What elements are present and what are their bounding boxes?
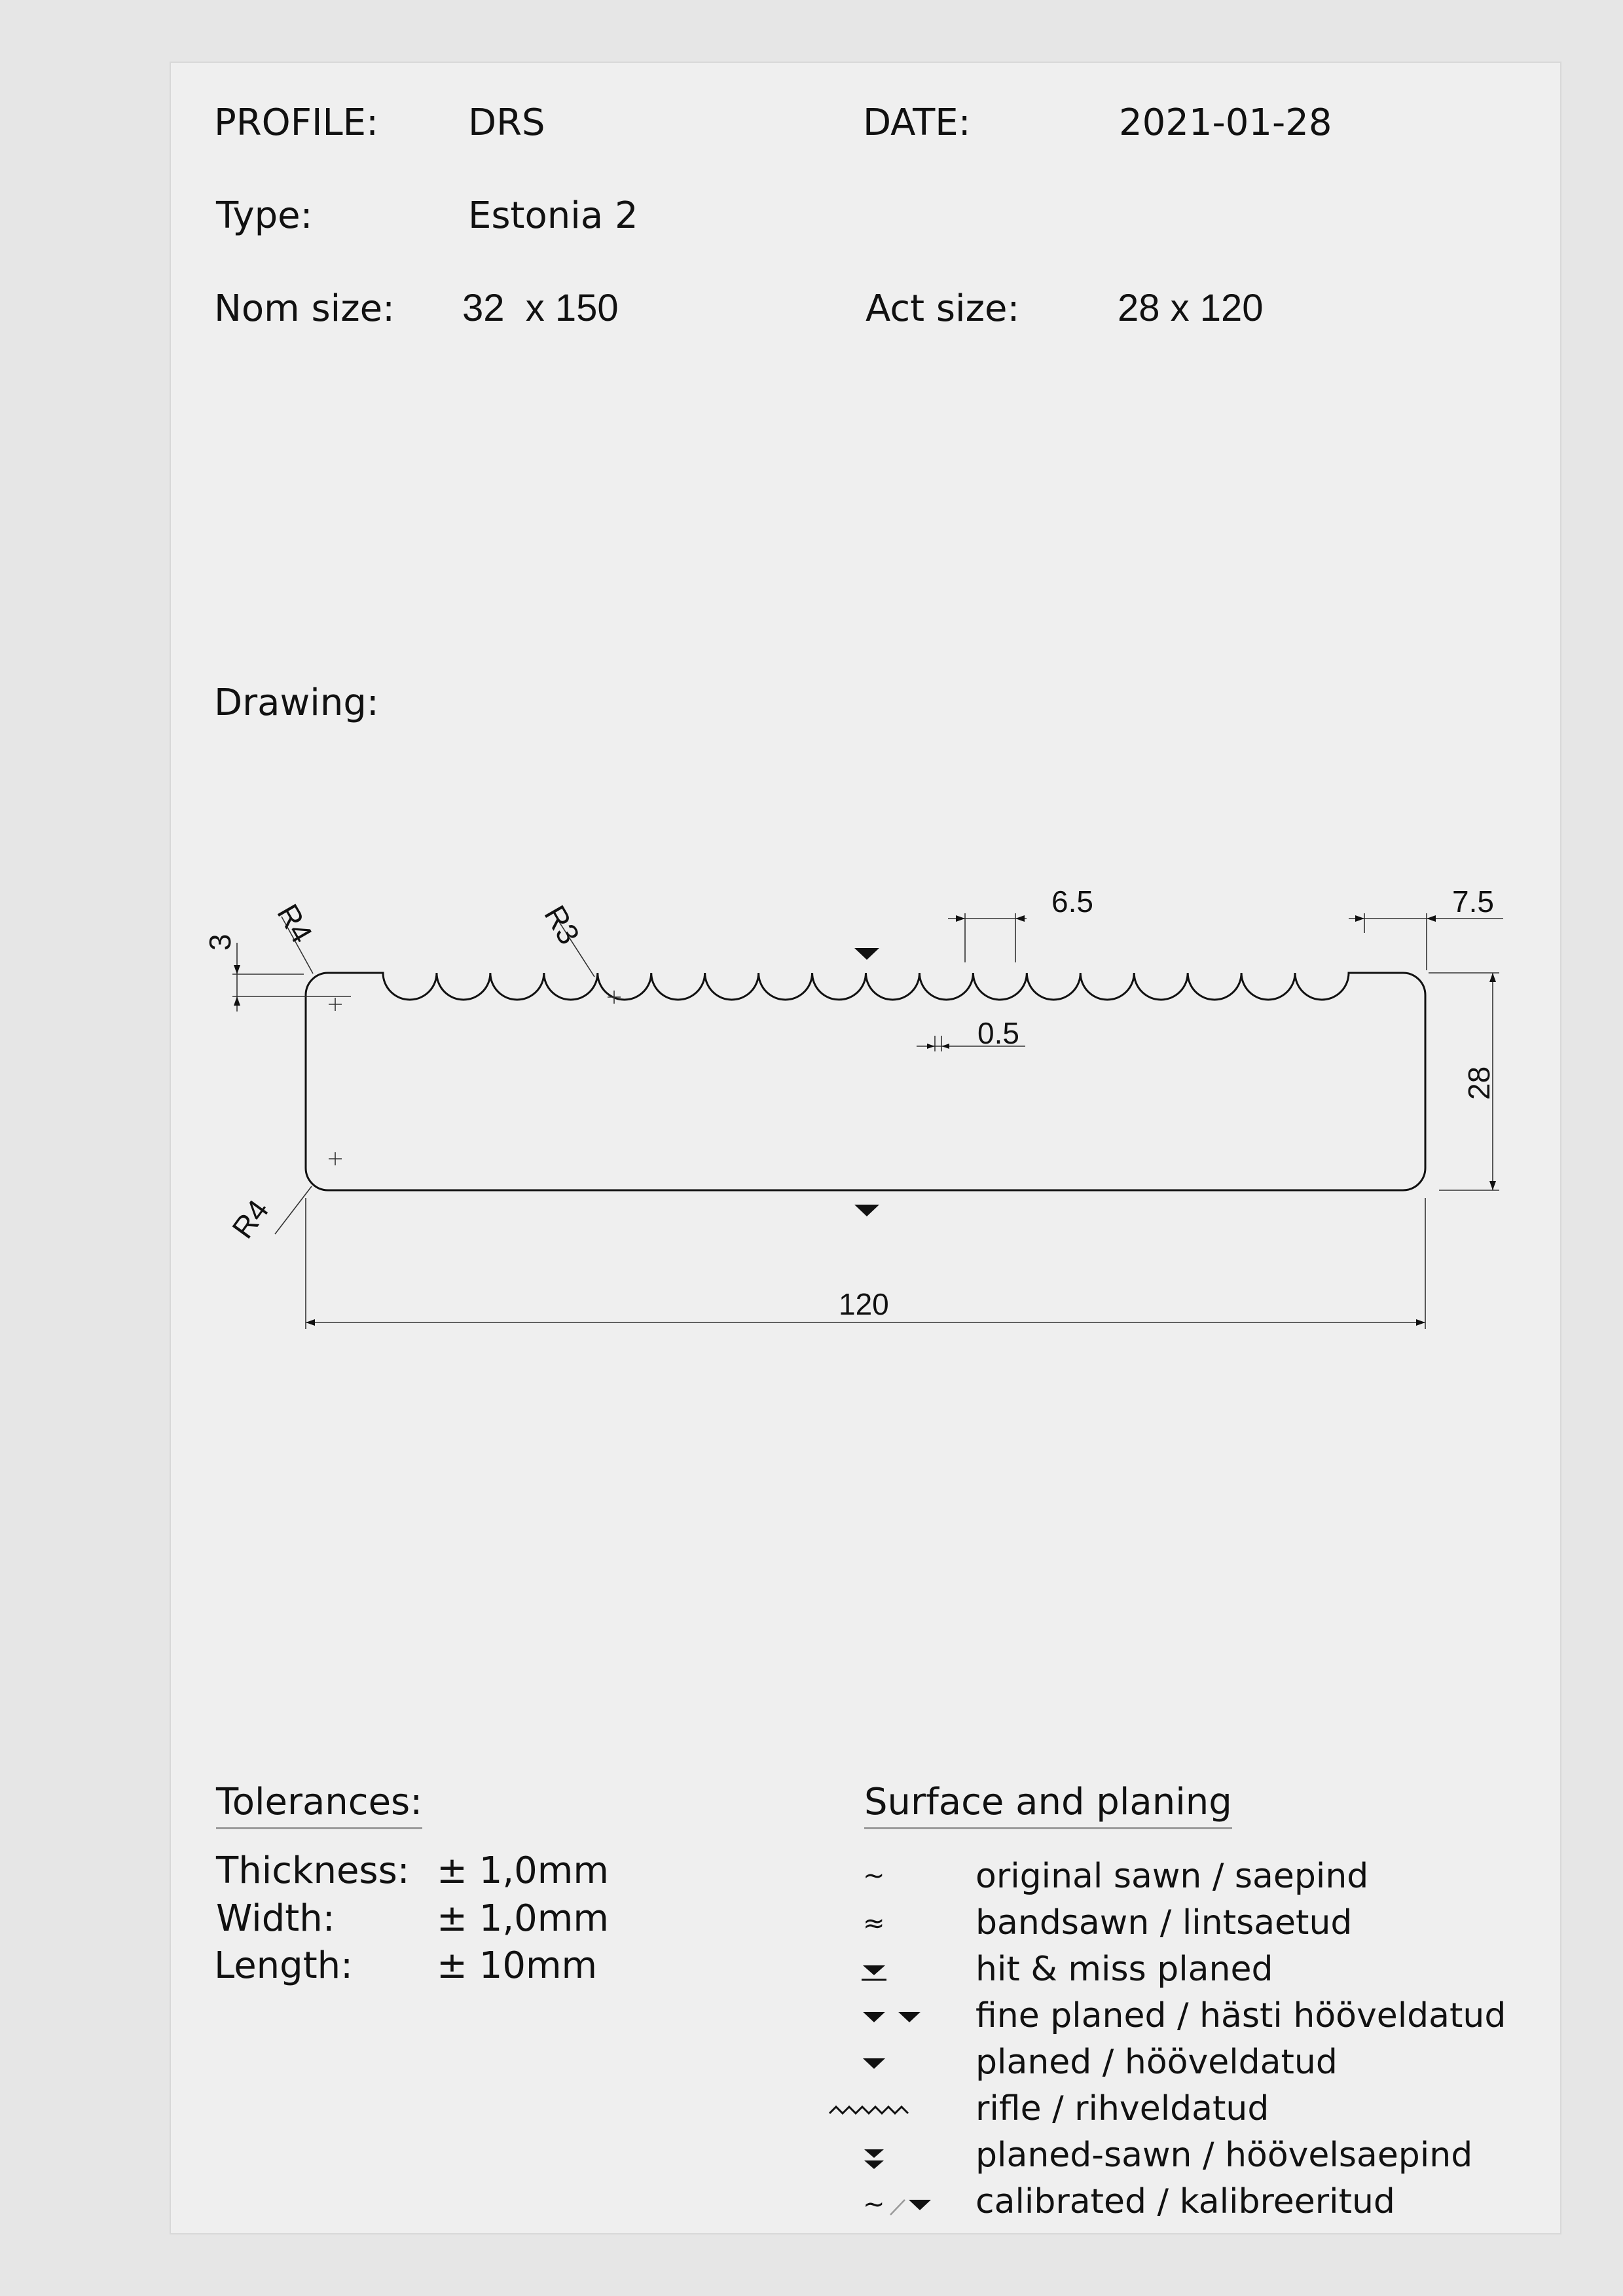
center-mark	[329, 1152, 342, 1165]
profile-outline	[306, 973, 1425, 1190]
planed-mark	[854, 1205, 879, 1216]
surface-label: planed / hööveldatud	[976, 2043, 1338, 2082]
tolerance-value: ± 1,0mm	[437, 1850, 609, 1892]
dimension-line	[232, 943, 351, 1011]
center-mark	[608, 991, 621, 1004]
surface-label: rifle / rihveldatud	[976, 2089, 1269, 2128]
surface-label: hit & miss planed	[976, 1950, 1273, 1989]
act-size-value: 28 x 120	[1118, 287, 1264, 329]
width-label: 120	[839, 1287, 889, 1321]
double-tilde-icon: ≈	[863, 1908, 885, 1939]
surface-title: Surface and planing	[864, 1784, 1232, 1829]
surface-label: calibrated / kalibreeritud	[976, 2182, 1395, 2221]
double-triangle-icon	[863, 2012, 921, 2022]
surface-label: bandsawn / lintsaetud	[976, 1903, 1353, 1942]
triangle-icon	[863, 2058, 885, 2069]
radius-label-groove: R3	[538, 900, 587, 950]
type-label: Type:	[216, 194, 313, 237]
tilde-slash-triangle-icon	[863, 2189, 931, 2219]
stacked-triangles-icon	[864, 2149, 884, 2169]
radius-label-bottom: R4	[225, 1193, 276, 1245]
nom-size-label: Nom size:	[214, 287, 395, 330]
tilde-icon: ~	[863, 1861, 885, 1891]
tolerance-label: Width:	[216, 1897, 335, 1940]
dimension-line	[948, 913, 1027, 962]
type-value: Estonia 2	[468, 194, 638, 237]
surface-label: planed-sawn / höövelsaepind	[976, 2136, 1473, 2175]
act-size-label: Act size:	[866, 287, 1020, 330]
drawing-label: Drawing:	[214, 682, 379, 724]
dimension-line	[1349, 913, 1503, 970]
svg-text:~: ~	[863, 2189, 885, 2219]
zigzag-icon	[830, 2107, 908, 2113]
radius-label-top: R4	[270, 898, 319, 949]
end-margin-label: 7.5	[1452, 884, 1494, 919]
groove-gap-label: 0.5	[977, 1016, 1019, 1050]
surface-symbols	[818, 1853, 936, 2232]
profile-value: DRS	[468, 101, 545, 144]
groove-pitch-label: 6.5	[1051, 884, 1093, 919]
surface-label: fine planed / hästi hööveldatud	[976, 1996, 1506, 2035]
tolerances-title: Tolerances:	[216, 1784, 422, 1829]
tolerance-label: Thickness:	[216, 1850, 410, 1892]
thickness-label: 28	[1462, 1066, 1496, 1100]
date-value: 2021-01-28	[1119, 101, 1332, 144]
tolerance-value: ± 1,0mm	[437, 1897, 609, 1940]
date-label: DATE:	[863, 101, 971, 144]
center-mark	[329, 998, 342, 1011]
planed-mark	[854, 948, 879, 960]
profile-label: PROFILE:	[214, 101, 378, 144]
surface-label: original sawn / saepind	[976, 1857, 1369, 1896]
tolerance-value: ± 10mm	[437, 1944, 598, 1987]
nom-size-value: 32 x 150	[462, 287, 619, 329]
triangle-underline-icon	[862, 1965, 886, 1980]
groove-depth-label: 3	[203, 934, 237, 951]
tolerance-label: Length:	[214, 1944, 354, 1987]
